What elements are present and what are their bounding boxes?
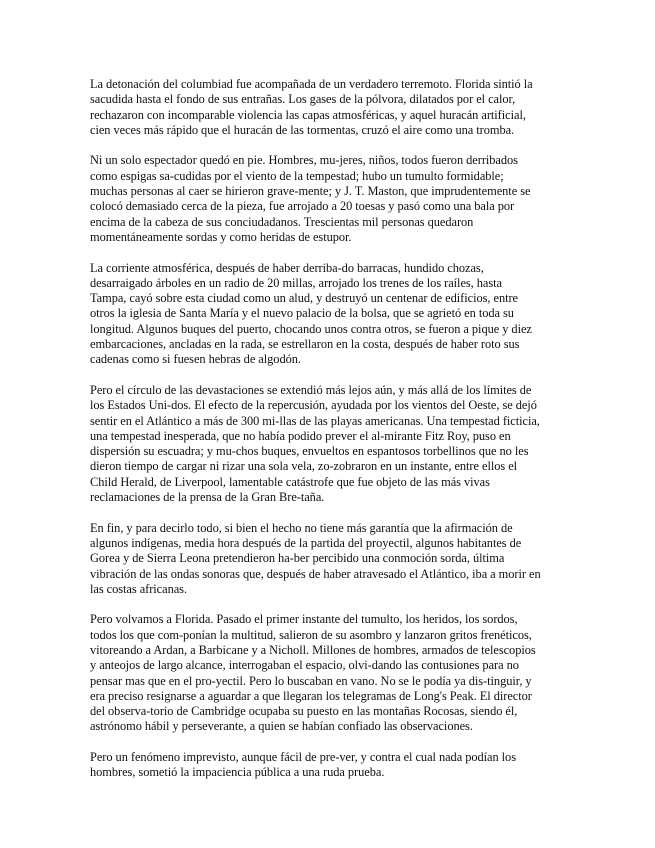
text-line: dieron tiempo de cargar ni rizar una sola vela, zo-zobraron en un instante, entre ellos el <box>90 459 518 474</box>
text-line: embarcaciones, ancladas en la rada, se estrellaron en la costa, después de haber roto sus <box>90 337 520 352</box>
text-line: vitoreando a Ardan, a Barbicane y a Nicholl. Millones de hombres, armados de telescopios <box>90 642 536 657</box>
text-line: cadenas como si fuesen hebras de algodón. <box>90 352 301 367</box>
paragraph <box>90 77 560 138</box>
text-line: Pero volvamos a Florida. Pasado el primer instante del tumulto, los heridos, los sordos, <box>90 612 518 627</box>
text-line: otros la iglesia de Santa María y el nuevo palacio de la bolsa, que se agrietó en toda su <box>90 306 514 321</box>
text-line: encima de la cabeza de sus conciudadanos. Trescientas mil personas quedaron <box>90 214 474 229</box>
paragraph <box>90 383 560 505</box>
text-line: los Estados Uni-dos. El efecto de la repercusión, ayudada por los vientos del Oeste, se dejó <box>90 398 537 413</box>
text-line: hombres, sometió la impaciencia pública a una ruda prueba. <box>90 765 385 780</box>
paragraph <box>90 612 560 734</box>
text-line: Ni un solo espectador quedó en pie. Hombres, mu-jeres, niños, todos fueron derribados <box>90 153 518 168</box>
text-line: cien veces más rápido que el huracán de las tormentas, cruzó el aire como una tromba. <box>90 122 515 137</box>
text-line: una tempestad inesperada, que no había podido prever el al-mirante Fitz Roy, puso en <box>90 428 511 443</box>
text-line: pensar mas que en el pro-yectil. Pero lo buscaban en vano. No se le podía ya dis-tinguir, y <box>90 673 532 688</box>
text-line: La corriente atmosférica, después de haber derriba-do barracas, hundido chozas, <box>90 260 484 275</box>
text-line: rechazaron con incomparable violencia las capas atmosféricas, y aquel huracán artificial, <box>90 107 526 122</box>
paragraph <box>90 521 560 597</box>
text-line: Child Herald, de Liverpool, lamentable catástrofe que fue objeto de las más vivas <box>90 474 490 489</box>
text-line: momentáneamente sordas y como heridas de estupor. <box>90 229 352 244</box>
text-line: En fin, y para decirlo todo, si bien el hecho no tiene más garantía que la afirmación de <box>90 520 513 535</box>
text-line: Pero un fenómeno imprevisto, aunque fácil de pre-ver, y contra el cual nada podían los <box>90 750 516 765</box>
text-line: muchas personas al caer se hirieron grave-mente; y J. T. Maston, que imprudentemente se <box>90 184 531 199</box>
paragraph <box>90 261 560 368</box>
text-line: todos los que com-ponían la multitud, salieron de su asombro y lanzaron gritos frenéticos, <box>90 627 532 642</box>
text-line: y anteojos de largo alcance, interrogaban el espacio, olvi-dando las contusiones para no <box>90 658 519 673</box>
text-line: colocó demasiado cerca de la pieza, fue arrojado a 20 toesas y pasó como una bala por <box>90 199 515 214</box>
text-line: Tampa, cayó sobre esta ciudad como un alud, y destruyó un centenar de edificios, entre <box>90 291 519 306</box>
document-body <box>90 77 560 796</box>
text-line: era preciso resignarse a aguardar a que llegaran los telegramas de Long's Peak. El director <box>90 688 532 703</box>
paragraph <box>90 153 560 245</box>
text-line: reclamaciones de la prensa de la Gran Bre-taña. <box>90 490 325 505</box>
text-line: como espigas sa-cudidas por el viento de la tempestad; hubo un tumulto formidable; <box>90 168 504 183</box>
text-line: Gorea y de Sierra Leona pretendieron ha-ber percibido una conmoción sorda, última <box>90 551 505 566</box>
text-line: La detonación del columbiad fue acompañada de un verdadero terremoto. Florida sintió la <box>90 77 533 91</box>
paragraph <box>90 750 560 781</box>
text-line: del observa-torio de Cambridge ocupaba su puesto en las montañas Rocosas, siendo él, <box>90 704 518 719</box>
text-line: las costas africanas. <box>90 581 187 596</box>
text-line: dispersión su escuadra; y mu-chos buques, envueltos en espantosos torbellinos que no les <box>90 444 529 459</box>
text-line: desarraigado árboles en un radio de 20 millas, arrojado los trenes de los raíles, hasta <box>90 275 502 290</box>
text-line: sacudida hasta el fondo de sus entrañas. Los gases de la pólvora, dilatados por el calor, <box>90 92 516 107</box>
text-line: algunos indígenas, media hora después de la partida del proyectil, algunos habitantes de <box>90 535 522 550</box>
text-line: Pero el círculo de las devastaciones se extendió más lejos aún, y más allá de los límites de <box>90 382 532 397</box>
text-line: sentir en el Atlántico a más de 300 mi-llas de las playas americanas. Una tempestad ficticia, <box>90 413 540 428</box>
text-line: longitud. Algunos buques del puerto, chocando unos contra otros, se fueron a pique y diez <box>90 321 532 336</box>
text-line: vibración de las ondas sonoras que, después de haber atravesado el Atlántico, iba a morir en <box>90 566 541 581</box>
text-line: astrónomo hábil y perseverante, a quien se habían confiado las observaciones. <box>90 719 473 734</box>
